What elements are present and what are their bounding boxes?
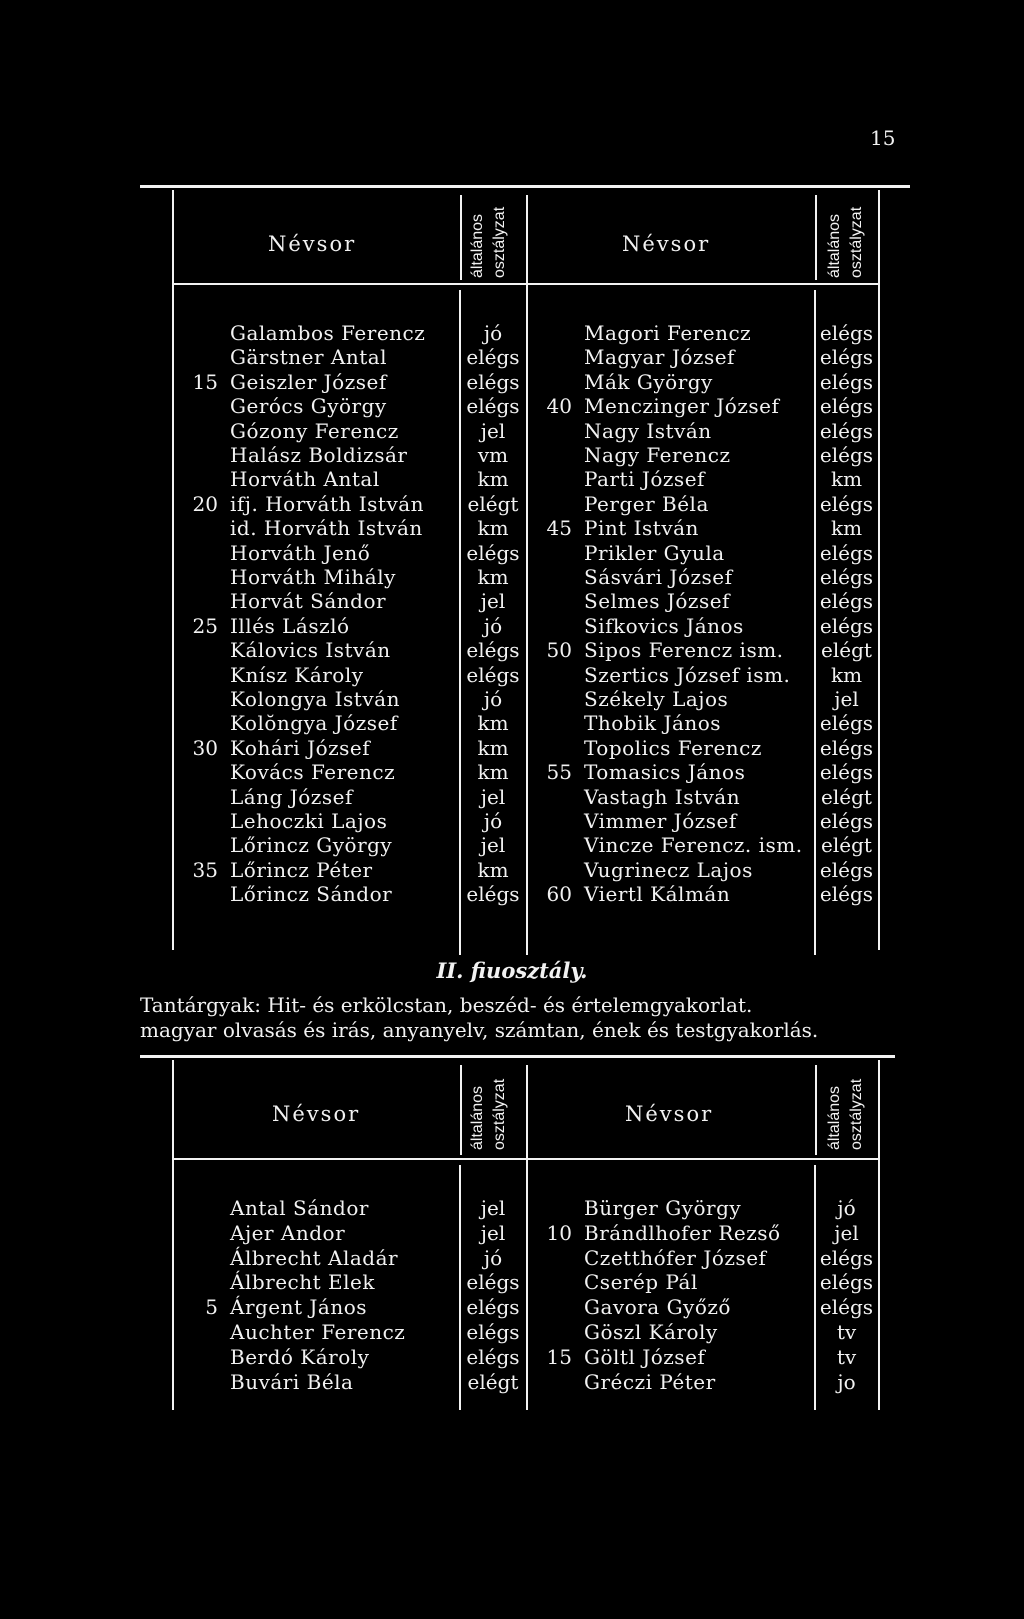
student-grade: jel	[480, 784, 506, 809]
student-grade: elégt	[821, 638, 872, 663]
student-name: Kolŏngya József	[230, 711, 398, 736]
student-name: Ajer Andor	[230, 1220, 346, 1245]
student-grade: jel	[480, 418, 506, 443]
student-grade: elégs	[819, 369, 874, 394]
student-grade: jel	[834, 687, 859, 711]
student-name: ifj. Horváth István	[230, 491, 425, 516]
student-grade: vm	[477, 443, 509, 467]
table1-col-divider	[878, 190, 880, 950]
student-grade: jó	[483, 809, 503, 833]
student-name: Topolics Ferencz	[584, 735, 762, 760]
student-name: Gerócs György	[230, 394, 387, 419]
student-name: Láng József	[230, 784, 353, 809]
table2-header-grade-left-2: osztályzat	[491, 1078, 508, 1150]
student-name: Álbrecht Elek	[230, 1270, 375, 1295]
student-grade: km	[830, 662, 863, 687]
table1-col-divider	[526, 195, 528, 955]
table2-col-divider	[878, 1060, 880, 1410]
table1-header-name-right: Névsor	[622, 232, 711, 256]
student-grade: km	[477, 711, 509, 736]
student-name: Göszl Károly	[584, 1320, 718, 1344]
student-grade: elégs	[466, 394, 520, 419]
table2-col-divider	[172, 1060, 174, 1410]
student-name: Berdó Károly	[230, 1344, 370, 1369]
student-name: Bürger György	[584, 1196, 742, 1220]
table1-header-rule	[174, 283, 878, 285]
table1-header-grade-right-1: általános	[826, 213, 843, 278]
student-grade: jó	[483, 321, 503, 345]
student-name: Sásvári József	[584, 565, 733, 589]
subjects-line-1: Tantárgyak: Hit- és erkölcstan, beszéd- és értelemgyakorlat.	[140, 993, 753, 1017]
student-grade: elégs	[819, 565, 874, 589]
student-grade: elégs	[819, 491, 874, 516]
student-name: Nagy Ferencz	[584, 443, 731, 467]
student-name: Kohári József	[230, 735, 371, 760]
student-name: Sifkovics János	[584, 613, 744, 638]
student-grade: elégs	[819, 857, 874, 882]
student-grade: elégs	[819, 418, 874, 443]
student-name: Gréczi Péter	[584, 1369, 716, 1394]
student-name: Brándlhofer Rezső	[584, 1220, 781, 1245]
page-number: 15	[870, 126, 896, 150]
student-name: Vastagh István	[584, 784, 741, 809]
student-grade: jel	[480, 589, 506, 614]
student-name: Vugrinecz Lajos	[584, 857, 753, 882]
table1-header-grade-left-1: általános	[469, 213, 486, 278]
table2-top-rule	[140, 1055, 895, 1058]
student-grade: elégs	[819, 443, 874, 467]
student-grade: elégs	[466, 540, 520, 565]
student-name: Magyar József	[584, 345, 735, 370]
student-grade: elégs	[819, 613, 874, 638]
table1-col-divider	[815, 195, 817, 280]
table2-header-name-left: Névsor	[272, 1102, 361, 1126]
student-name: Pint István	[584, 516, 699, 541]
student-name: Gärstner Antal	[230, 345, 388, 370]
student-grade: jó	[483, 687, 503, 711]
student-grade: jel	[834, 1220, 859, 1245]
student-name: Kolongya István	[230, 687, 400, 711]
student-grade: jó	[483, 613, 503, 638]
table1-col-divider	[172, 190, 174, 950]
student-grade: elégs	[819, 1245, 874, 1270]
student-name: Nagy István	[584, 418, 712, 443]
student-name: Lőrincz Sándor	[230, 882, 393, 907]
table1-top-rule	[140, 185, 910, 188]
student-grade: elégs	[819, 1270, 874, 1295]
student-grade: tv	[836, 1344, 857, 1369]
student-grade: km	[477, 516, 509, 541]
student-grade: jo	[837, 1369, 856, 1394]
student-name: Halász Boldizsár	[230, 443, 408, 467]
row-number: 60	[546, 882, 572, 907]
table2-header-rule	[174, 1158, 878, 1160]
table2-col-divider	[460, 1065, 462, 1155]
row-number: 50	[546, 638, 572, 663]
table2-col-divider	[815, 1065, 817, 1155]
student-name: Selmes József	[584, 589, 730, 614]
student-name: Parti József	[584, 467, 705, 492]
student-grade: elégs	[819, 589, 874, 614]
student-grade: elégs	[466, 662, 520, 687]
student-name: Prikler Gyula	[584, 540, 725, 565]
table2-header-grade-right-1: általános	[826, 1085, 843, 1150]
student-grade: elégs	[819, 345, 874, 370]
subjects-line-2: magyar olvasás és irás, anyanyelv, számtan, ének és testgyakorlás.	[140, 1018, 819, 1042]
student-name: Horváth Antal	[230, 467, 380, 492]
student-name: Horváth Mihály	[230, 565, 396, 589]
student-name: Magori Ferencz	[584, 321, 752, 345]
row-number: 20	[192, 491, 218, 516]
student-name: Kovács Ferencz	[230, 760, 396, 785]
student-grade: elégs	[466, 1295, 520, 1320]
row-number: 35	[192, 857, 218, 882]
student-name: Thobik János	[584, 711, 722, 736]
student-name: Vimmer József	[584, 809, 737, 833]
student-grade: elégs	[819, 394, 874, 419]
student-name: Menczinger József	[584, 394, 780, 419]
student-name: Cserép Pál	[584, 1270, 698, 1295]
student-name: Mák György	[584, 369, 713, 394]
student-name: Álbrecht Aladár	[230, 1245, 399, 1270]
student-name: Gavora Győző	[584, 1295, 731, 1320]
student-name: id. Horváth István	[230, 516, 423, 541]
student-name: Antal Sándor	[230, 1196, 369, 1220]
student-name: Illés László	[230, 613, 350, 638]
student-name: Knísz Károly	[230, 662, 364, 687]
row-number: 45	[546, 516, 572, 541]
student-name: Kálovics István	[230, 638, 391, 663]
student-name: Szertics József ism.	[584, 662, 791, 687]
student-name: Gózony Ferencz	[230, 418, 399, 443]
student-grade: km	[477, 565, 509, 589]
student-grade: km	[477, 735, 509, 760]
student-name: Czetthófer József	[584, 1245, 767, 1270]
student-name: Árgent János	[230, 1295, 368, 1320]
student-grade: tv	[836, 1320, 857, 1344]
table2-header-name-right: Névsor	[625, 1102, 714, 1126]
table2-header-grade-right-2: osztályzat	[848, 1078, 865, 1150]
student-grade: km	[477, 467, 509, 492]
student-name: Székely Lajos	[584, 687, 729, 711]
student-grade: elégs	[819, 760, 874, 785]
table2-header-grade-left-1: általános	[469, 1085, 486, 1150]
row-number: 10	[546, 1220, 572, 1245]
student-name: Geiszler József	[230, 369, 387, 394]
table1-header-name-left: Névsor	[268, 232, 357, 256]
row-number: 15	[192, 369, 218, 394]
student-grade: elégs	[819, 540, 874, 565]
student-name: Horvát Sándor	[230, 589, 387, 614]
student-grade: elégs	[819, 735, 874, 760]
student-grade: elégs	[466, 345, 520, 370]
student-grade: elégs	[819, 1295, 874, 1320]
student-name: Sipos Ferencz ism.	[584, 638, 784, 663]
student-grade: km	[477, 760, 509, 785]
student-name: Perger Béla	[584, 491, 709, 516]
student-grade: km	[830, 516, 863, 541]
student-name: Vincze Ferencz. ism.	[584, 833, 803, 858]
row-number: 30	[192, 735, 218, 760]
student-grade: elégt	[821, 784, 872, 809]
student-name: Tomasics János	[584, 760, 746, 785]
student-name: Lőrincz György	[230, 833, 393, 858]
student-grade: jel	[480, 833, 506, 858]
row-number: 25	[192, 613, 218, 638]
row-number: 55	[546, 760, 572, 785]
student-grade: elégs	[466, 1320, 520, 1344]
student-grade: elégs	[819, 711, 874, 736]
student-grade: jó	[837, 1196, 856, 1220]
student-grade: elégs	[819, 882, 874, 907]
student-grade: km	[477, 857, 509, 882]
student-name: Galambos Ferencz	[230, 321, 426, 345]
student-name: Lehoczki Lajos	[230, 809, 388, 833]
student-grade: elégs	[466, 369, 520, 394]
table1-header-grade-right-2: osztályzat	[848, 206, 865, 278]
student-name: Buvári Béla	[230, 1369, 354, 1394]
student-name: Horváth Jenő	[230, 540, 371, 565]
student-grade: elégs	[466, 1270, 520, 1295]
section-title: II. fiuosztály.	[436, 958, 588, 983]
student-name: Viertl Kálmán	[584, 882, 731, 907]
student-name: Göltl József	[584, 1344, 706, 1369]
student-grade: elégs	[466, 882, 520, 907]
student-grade: elégs	[466, 638, 520, 663]
student-name: Auchter Ferencz	[230, 1320, 406, 1344]
student-name: Lőrincz Péter	[230, 857, 373, 882]
student-grade: jel	[480, 1220, 506, 1245]
table2-col-divider	[526, 1065, 528, 1410]
student-grade: elégs	[819, 321, 874, 345]
table1-col-divider	[460, 195, 462, 280]
student-grade: km	[830, 467, 863, 492]
student-grade: elégt	[821, 833, 872, 858]
row-number: 40	[546, 394, 572, 419]
table1-header-grade-left-2: osztályzat	[491, 206, 508, 278]
student-grade: elégs	[819, 809, 874, 833]
row-number: 15	[546, 1344, 572, 1369]
student-grade: elégt	[467, 1369, 519, 1394]
student-grade: jel	[480, 1196, 506, 1220]
student-grade: elégs	[466, 1344, 520, 1369]
student-grade: jó	[483, 1245, 503, 1270]
student-grade: elégt	[467, 491, 519, 516]
row-number: 5	[205, 1295, 218, 1320]
